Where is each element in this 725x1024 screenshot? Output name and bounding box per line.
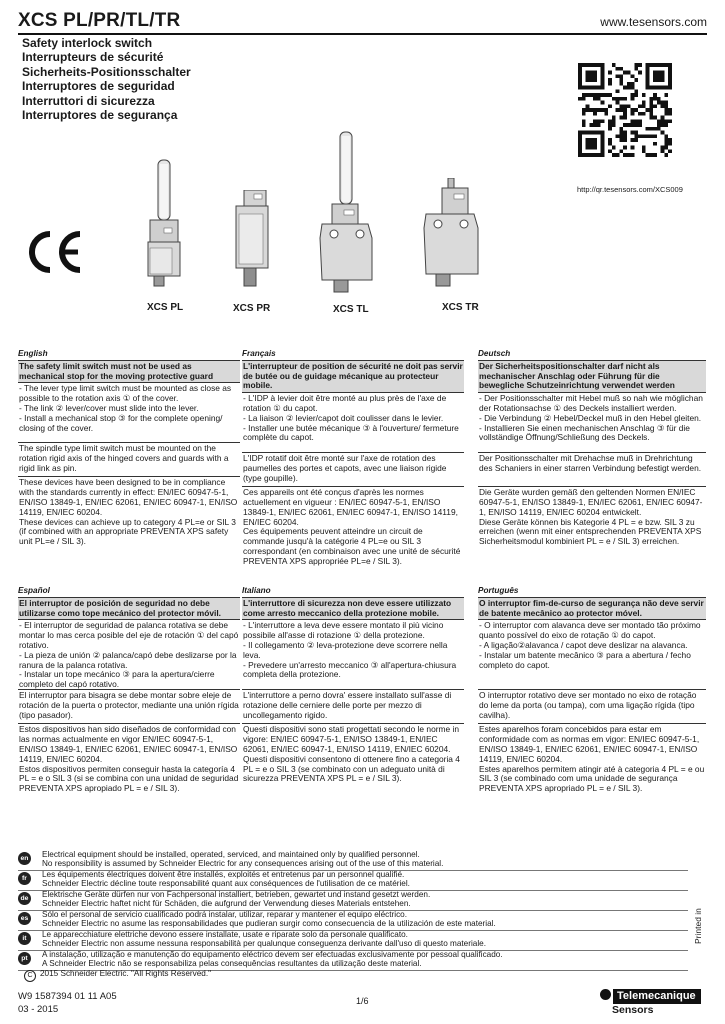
brand-name: Telemecanique — [613, 989, 701, 1004]
text-line: - Instalar un tope mecánico ③ para la apertura/cierre completo del capó rotativo. — [19, 669, 215, 690]
notice-es — [18, 910, 688, 928]
text-line: - La pieza de unión ② palanca/capó debe deslizarse por la ranura de la palanca rotativa. — [19, 649, 237, 670]
website-link[interactable]: www.tesensors.com — [600, 15, 707, 29]
text-line: Estes aparelhos foram concebidos para estar em conformidade com as normas em vigor: EN/IEC 60947-5-1, EN/ISO 13849-1, EN/IEC 62061, EN/IEC 60947-1, EN/ISO 14119, EN/IEC 60204. — [479, 724, 700, 764]
printed-in: Printed in — [693, 908, 703, 944]
product-image-xcs-pr — [230, 190, 276, 290]
qr-url[interactable]: http://qr.tesensors.com/XCS009 — [577, 185, 683, 194]
column-portuguese — [478, 586, 706, 796]
product-label-xcs-tr: XCS TR — [442, 302, 479, 313]
language-badge-icon: de — [18, 892, 31, 905]
language-badge-icon: pt — [18, 952, 31, 965]
notice-text: Elektrische Geräte dürfen nur von Fachpersonal installiert, betrieben, gewartet und instand gesetzt werden. Schneider Electric haftet nicht für Schäden, die aufgrund der Verwendung dieses Materials entstehen. — [42, 890, 431, 909]
text-line: These devices can achieve up to category 4 PL=e or SIL 3 (if combined with an appropriate PREVENTA XPS safety unit PL=e / SIL 3). — [19, 516, 236, 547]
language-badge-icon: it — [18, 932, 31, 945]
notice-en — [18, 850, 688, 868]
instructions-section-1 — [18, 349, 707, 575]
standards-text — [242, 723, 464, 786]
copyright-icon: C — [24, 970, 36, 982]
product-image-xcs-tr — [418, 178, 484, 290]
text-line: L'interruttore a perno dovra' essere installato sull'asse di rotazione delle cerniere delle porte per mezzo di uncollegamento rigido. — [243, 690, 452, 720]
notice-text: Les équipements électriques doivent être installés, exploités et entretenus par un personnel qualifié. Schneider Electric décline toute responsabilité quant aux conséquences de l'utilisation de ce matériel. — [42, 870, 410, 889]
copyright — [24, 969, 211, 982]
page-number: 1/6 — [356, 996, 369, 1006]
text-line: - The link ② lever/cover must slide into the lever. — [19, 402, 199, 413]
header-rule — [18, 33, 707, 35]
notice-text: A instalação, utilização e manutenção do equipamento eléctrico devem ser efectuadas exclusivamente por pessoal qualificado. A Schneider Electric não se responsabiliza pelas consequências resultantes da utilização deste material. — [42, 950, 503, 969]
text-line: Estos dispositivos permiten conseguir hasta la categoría 4 PL = e o SIL 3 (si se combina con una unidad de seguridad PREVENTA XPS apropiado PL = e / SIL 3). — [19, 763, 239, 794]
spindle-mounting-text — [18, 442, 240, 476]
text-line: - L'interruttore a leva deve essere montato il più vicino possibile all'asse di rotazione ① della protezione. — [243, 620, 444, 641]
ce-mark-icon — [24, 228, 86, 276]
language-heading: English — [18, 349, 240, 361]
column-english — [18, 349, 240, 549]
document-number: W9 1587394 01 11 A05 — [18, 991, 117, 1002]
language-badge-icon: en — [18, 852, 31, 865]
safety-warning: Der Sicherheitspositionschalter darf nicht als mechanischer Anschlag oder Führung für die bewegliche Schutzeinrichtung verwendet werden — [478, 361, 706, 393]
notice-text: Electrical equipment should be installed, operated, serviced, and maintained only by qualified personnel. No responsibility is assumed by Schneider Electric for any consequences arising out of the use of this material. — [42, 850, 444, 869]
text-line: These devices have been designed to be in compliance with the standards currently in effect: EN/IEC 60947-5-1, EN/ISO 13849-1, EN/IEC 62061, EN/IEC 60947-1, EN/ISO 14119, EN/IEC 60204. — [19, 477, 238, 517]
safety-warning: L'interrupteur de position de sécurité ne doit pas servir de butée ou de guidage mécanique au protecteur mobile. — [242, 361, 464, 393]
text-line: - El interruptor de seguridad de palanca rotativa se debe montar lo mas cerca posible del eje de rotación ① del capó rotativo. — [19, 620, 239, 650]
standards-text — [18, 476, 240, 549]
title-pt: Interruptores de segurança — [22, 108, 178, 123]
column-german — [478, 349, 706, 549]
title-it: Interruttori di sicurezza — [22, 93, 155, 108]
notice-text: Le apparecchiature elettriche devono essere installate, usate e riparate solo da personale qualificato. Schneider Electric non assume nessuna responsabilità per qualunque conseguenza derivante dall'uso di questo materiale. — [42, 930, 486, 949]
spindle-mounting-text — [242, 452, 464, 486]
notice-fr — [18, 870, 688, 888]
text-line: - La liaison ② levier/capot doit coulisser dans le levier. — [243, 412, 444, 423]
lever-mounting-text — [478, 620, 706, 689]
text-line: - Der Positionsschalter mit Hebel muß so nah wie möglichan der Rotationsachse ① des Deckels installiert werden. — [479, 393, 703, 413]
product-label-xcs-pl: XCS PL — [147, 302, 184, 313]
lever-mounting-text — [18, 620, 240, 689]
text-line: Ces appareils ont été conçus d'après les normes actuellement en vigueur : EN/IEC 60947-5-1, EN/ISO 13849-1, EN/IEC 62061, EN/IEC 60947-1, EN/ISO 14119, EN/IEC 60204. — [243, 487, 458, 527]
text-line: - Prevedere un'arresto meccanico ③ all'apertura-chiusura completa della protezione. — [243, 659, 457, 680]
standards-text — [242, 486, 464, 568]
product-image-xcs-pl — [140, 158, 188, 288]
text-line: El interruptor para bisagra se debe montar sobre eleje de rotación de la puerta o protector, mediante una unión rígida (tipo pasador). — [19, 690, 239, 720]
safety-warning: El interruptor de posición de seguridad no debe utilizarse como tope mecánico del protector móvil. — [18, 598, 240, 621]
brand-logo — [600, 986, 701, 1016]
language-badge-icon: fr — [18, 872, 31, 885]
product-label-xcs-tl: XCS TL — [333, 304, 369, 315]
notice-pt — [18, 950, 688, 968]
language-heading: Deutsch — [478, 349, 706, 361]
language-heading: Français — [242, 349, 464, 361]
text-line: Ces équipements peuvent atteindre un circuit de commande jusqu'à la catégorie 4 PL=e ou SIL 3 correspondant (en combinaison avec une unité de sécurité PREVENTA XPS appropriée PL=e / SIL 3). — [243, 526, 461, 566]
document-date: 03 - 2015 — [18, 1004, 59, 1015]
text-line: Die Geräte wurden gemäß den geltenden Normen EN/IEC 60947-5-1, EN/ISO 13849-1, EN/IEC 62061, EN/IEC 60947-1, EN/ISO 14119, EN/IEC 60204 entwickelt. — [479, 487, 703, 517]
brand-sub: Sensors — [612, 1004, 654, 1016]
copyright-text: 2015 Schneider Electric. "All Rights Reserved." — [40, 969, 212, 978]
language-heading: Español — [18, 586, 240, 598]
text-line: O interruptor rotativo deve ser montado no eixo de rotação do leme da porta (ou tampa), com uma ligação rígida (tipo cavilha). — [479, 690, 697, 720]
safety-warning: L'interruttore di sicurezza non deve essere utilizzato come arresto meccanico della protezione mobile. — [242, 598, 464, 621]
notice-it — [18, 930, 688, 948]
instructions-section-2 — [18, 586, 707, 812]
language-badge-icon: es — [18, 912, 31, 925]
lever-mounting-text — [242, 393, 464, 452]
text-line: Questi dispositivi consentono di ottenere fino a categoria 4 PL = e o SIL 3 (se combinato con un adeguato unità di sicurezza PREVENTA XPS PL = e / SIL 3). — [243, 753, 460, 784]
column-french — [242, 349, 464, 569]
text-line: The spindle type limit switch must be mounted on the rotation rigid axis of the hinged covers and guards with a rigid link as pin. — [19, 443, 229, 473]
title-en: Safety interlock switch — [22, 36, 153, 50]
text-line: Diese Geräte können bis Kategorie 4 PL = e bzw. SIL 3 zu erreichen (wenn mit einer entsprechenden PREVENTA XPS Sicherheitsmodul kombiniert PL = e / SIL 3) erreichen. — [479, 516, 702, 547]
title-de: Sicherheits-Positionsschalter — [22, 64, 191, 79]
lever-mounting-text — [242, 620, 464, 689]
notice-de — [18, 890, 688, 908]
text-line: Der Positionsschalter mit Drehachse muß in Drehrichtung des Schaniers in einer starren Verbindung befestigt werden. — [479, 453, 702, 473]
standards-text — [478, 486, 706, 549]
product-label-xcs-pr: XCS PR — [233, 303, 271, 314]
text-line: Estes aparelhos permitem atingir até à categoria 4 PL = e ou SIL 3 (se combinado com uma unidade de segurança PREVENTA XPS apropriado PL = e / SIL 3). — [479, 763, 705, 794]
safety-warning: The safety limit switch must not be used as mechanical stop for the moving protective guard — [18, 361, 240, 384]
standards-text — [18, 723, 240, 796]
text-line: - L'IDP à levier doit être monté au plus près de l'axe de rotation ① du capot. — [243, 393, 447, 413]
language-heading: Italiano — [242, 586, 464, 598]
spindle-mounting-text — [478, 452, 706, 486]
qr-code[interactable] — [578, 63, 672, 157]
title-es: Interruptores de seguridad — [22, 79, 175, 94]
text-line: - Il collegamento ② leva-protezione deve scorrere nella leva. — [243, 639, 448, 660]
text-line: L'IDP rotatif doit être monté sur l'axe de rotation des paumelles des portes et capots, avec une liaison rigide (type goupille). — [243, 453, 447, 483]
globe-icon — [600, 989, 611, 1000]
product-image-xcs-tl — [312, 130, 382, 295]
text-line: - Installieren Sie einen mechanischen Anschlag ③ für die vollständige Öffnung/Schließung des Deckels. — [479, 422, 690, 443]
standards-text — [478, 723, 706, 796]
notice-text: Sólo el personal de servicio cualificado podrá instalar, utilizar, reparar y mantener el equipo eléctrico. Schneider Electric no asume las responsabilidades que pudieran surgir como consecuencia de la utilización de este material. — [42, 910, 496, 929]
text-line: - A ligação②alavanca / capot deve deslizar na alavanca. — [479, 639, 688, 650]
product-titles — [22, 36, 191, 122]
text-line: - O interruptor com alavanca deve ser montado tão próximo quanto possível do eixo de rotação ① do capot. — [479, 620, 701, 641]
language-heading: Português — [478, 586, 706, 598]
spindle-mounting-text — [242, 689, 464, 723]
column-spanish — [18, 586, 240, 796]
document-info — [18, 990, 117, 1016]
text-line: Questi dispositivi sono stati progettati secondo le norme in vigore: EN/IEC 60947-5-1, EN/ISO 13849-1, EN/IEC 62061, EN/IEC 60947-1, EN/ISO 14119, EN/IEC 60204. — [243, 724, 460, 754]
title-fr: Interrupteurs de sécurité — [22, 50, 164, 65]
spindle-mounting-text — [478, 689, 706, 723]
lever-mounting-text — [478, 393, 706, 452]
column-italian — [242, 586, 464, 786]
lever-mounting-text — [18, 383, 240, 442]
spindle-mounting-text — [18, 689, 240, 723]
text-line: - Install a mechanical stop ③ for the complete opening/ closing of the cover. — [19, 412, 223, 433]
text-line: - Installer une butée mécanique ③ à l'ouverture/ fermeture complète du capot. — [243, 422, 459, 443]
model-title: XCS PL/PR/TL/TR — [18, 10, 181, 31]
text-line: - The lever type limit switch must be mounted as close as possible to the rotation axis ① of the cover. — [19, 383, 232, 404]
text-line: Estos dispositivos han sido diseñados de conformidad con las normas actualmente en vigor EN/IEC 60947-5-1, EN/ISO 13849-1, EN/IEC 62061, EN/IEC 60947-1, EN/ISO 14119, EN/IEC 60204. — [19, 724, 238, 764]
text-line: - Die Verbindung ② Hebel/Deckel muß in den Hebel gleiten. — [479, 412, 702, 423]
safety-warning: O interruptor fim-de-curso de segurança não deve servir de batente mecânico ao protector móvel. — [478, 598, 706, 621]
text-line: - Instalar um batente mecânico ③ para a abertura / fecho completo do capot. — [479, 649, 691, 670]
